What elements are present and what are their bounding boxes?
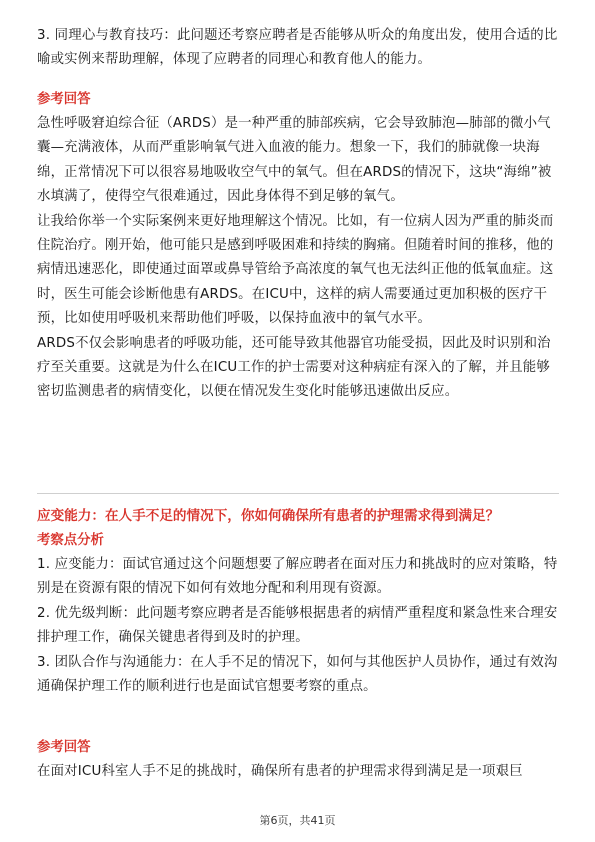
analysis-heading: 考察点分析: [37, 533, 104, 548]
analysis-point: 2. 优先级判断：此问题考察应聘者是否能够根据患者的病情严重程度和紧急性来合理安排护理工作，确保关键患者得到及时的护理。: [37, 605, 558, 646]
reference-answer-heading: 参考回答: [37, 92, 91, 107]
paragraph: 让我给你举一个实际案例来更好地理解这个情况。比如，有一位病人因为严重的肺炎而住院治疗。刚开始，他可能只是感到呼吸困难和持续的胸痛。但随着时间的推移，他的病情迅速恶化，即使通过面罩或鼻导管给予高浓度的氧气也无法纠正他的低氧血症。这时，医生可能会诊断他患有ARDS。在ICU中，这样的病人需要通过更加积极的医疗干预，比如使用呼吸机来帮助他们呼吸，以保持血液中的氧气水平。: [37, 213, 554, 327]
analysis-point: 3. 团队合作与沟通能力：在人手不足的情况下，如何与其他医护人员协作，通过有效沟通确保护理工作的顺利进行也是面试官想要考察的重点。: [37, 654, 558, 695]
section-divider: [37, 493, 559, 494]
analysis-point: 1. 应变能力：面试官通过这个问题想要了解应聘者在面对压力和挑战时的应对策略，特别是在资源有限的情况下如何有效地分配和利用现有资源。: [37, 557, 558, 597]
paragraph: 在面对ICU科室人手不足的挑战时，确保所有患者的护理需求得到满足是一项艰巨: [37, 764, 523, 779]
paragraph: 3. 同理心与教育技巧：此问题还考察应聘者是否能够从听众的角度出发，使用合适的比喻或实例来帮助理解，体现了应聘者的同理心和教育他人的能力。: [37, 28, 558, 68]
page-number: 第6页，共41页: [259, 814, 336, 827]
reference-answer-1: [37, 89, 559, 405]
reference-answer-2: [37, 737, 559, 784]
reference-answer-heading: 参考回答: [37, 740, 91, 755]
prev-analysis-point-3: [37, 24, 559, 73]
paragraph: 急性呼吸窘迫综合征（ARDS）是一种严重的肺部疾病，它会导致肺泡—肺部的微小气囊—充满液体，从而严重影响氧气进入血液的能力。想象一下，我们的肺就像一块海绵，正常情况下可以很容易地吸收空气中的氧气。但在ARDS的情况下，这块“海绵”被水填满了，使得空气很难通过，因此身体得不到足够的氧气。: [37, 116, 552, 205]
question-block: [37, 505, 559, 699]
paragraph: ARDS不仅会影响患者的呼吸功能，还可能导致其他器官功能受损，因此及时识别和治疗至关重要。这就是为什么在ICU工作的护士需要对这种病症有深入的了解，并且能够密切监测患者的病情变化，以便在情况发生变化时能够迅速做出反应。: [37, 335, 551, 400]
question-title: 应变能力：在人手不足的情况下，你如何确保所有患者的护理需求得到满足？: [37, 508, 500, 524]
